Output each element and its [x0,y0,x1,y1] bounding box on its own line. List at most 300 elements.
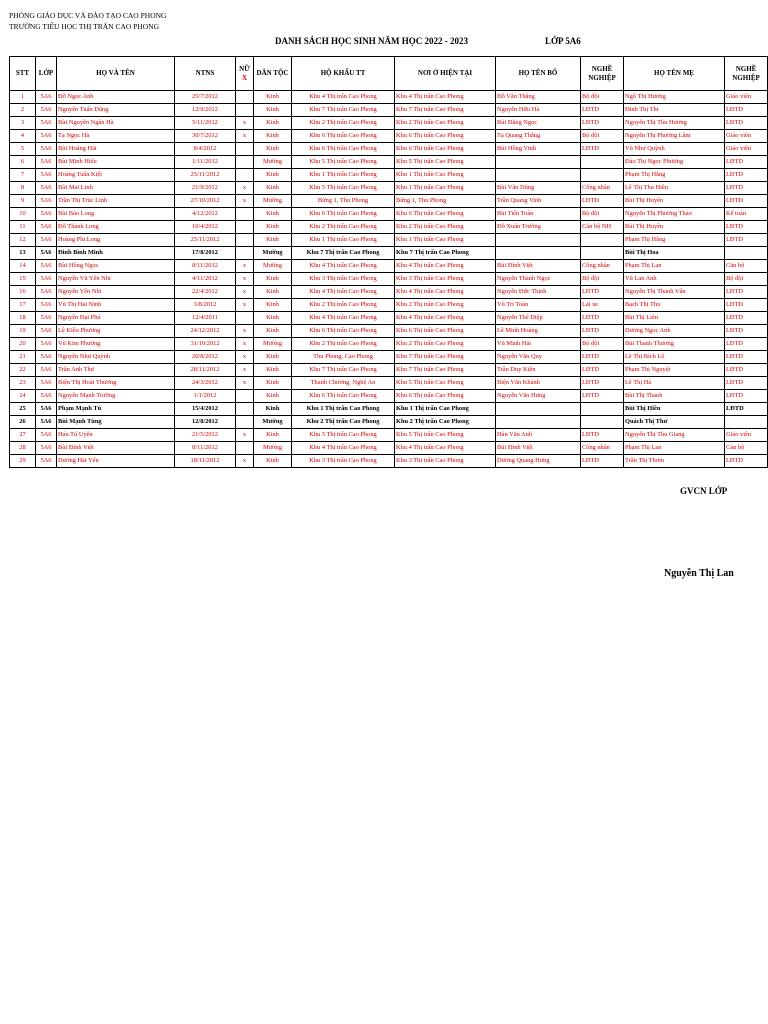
table-row [10,312,768,325]
cell-female [236,234,254,247]
cell-household: Khu 7 Thị trấn Cao Phong [292,364,395,377]
cell-female: x [236,130,254,143]
cell-mother-name: Bùi Thị Liên [624,312,725,325]
table-row [10,416,768,429]
cell-household: Khu 6 Thị trấn Cao Phong [292,130,395,143]
col-household: HỘ KHẨU TT [292,57,395,91]
cell-stt: 3 [10,117,36,130]
cell-female: x [236,455,254,468]
cell-mother-name: Phạm Thị Lan [624,260,725,273]
cell-fullname: Tạ Ngọc Hà [57,130,175,143]
col-residence: NƠI Ở HIỆN TẠI [395,57,496,91]
cell-mother-name: Đào Thị Ngọc Phượng [624,156,725,169]
cell-female [236,416,254,429]
col-mother-job: NGHỀ NGHIỆP [725,57,768,91]
table-row [10,195,768,208]
cell-stt: 29 [10,455,36,468]
school-name: TRƯỜNG TIỂU HỌC THỊ TRẤN CAO PHONG [9,22,159,31]
cell-class: 5A6 [36,429,57,442]
table-row [10,182,768,195]
cell-female [236,104,254,117]
cell-mother-job: LĐTD [725,286,768,299]
cell-household: Khu 6 Thị trấn Cao Phong [292,208,395,221]
cell-female: x [236,364,254,377]
cell-class: 5A6 [36,286,57,299]
table-row [10,247,768,260]
cell-mother-job: LĐTD [725,195,768,208]
cell-mother-name: Ngô Thị Hương [624,91,725,104]
cell-ethnicity: Kinh [254,169,292,182]
cell-female [236,91,254,104]
cell-fullname: Lê Kiều Phương [57,325,175,338]
cell-father-name [496,234,581,247]
cell-father-job: Bộ đội [581,130,624,143]
cell-fullname: Trần Thị Trúc Linh [57,195,175,208]
cell-fullname: Bùi Nguyễn Ngân Hà [57,117,175,130]
cell-dob: 25/7/2012 [175,91,236,104]
cell-ethnicity: Kinh [254,377,292,390]
cell-household: Khu 5 Thị trấn Cao Phong [292,156,395,169]
cell-female [236,208,254,221]
cell-female [236,312,254,325]
cell-female: x [236,338,254,351]
cell-class: 5A6 [36,273,57,286]
cell-ethnicity: Mường [254,247,292,260]
cell-stt: 10 [10,208,36,221]
cell-fullname: Bùi Mai Linh [57,182,175,195]
cell-ethnicity: Kinh [254,429,292,442]
cell-fullname: Đỗ Ngọc Anh [57,91,175,104]
cell-ethnicity: Kinh [254,455,292,468]
cell-household: Khu 1 Thị trấn Cao Phong [292,403,395,416]
table-row [10,221,768,234]
cell-mother-job: LĐTD [725,299,768,312]
cell-mother-name: Nguyễn Thị Thu Giang [624,429,725,442]
cell-residence: Khu 6 Thị trấn Cao Phong [395,208,496,221]
cell-mother-name: Bùi Thanh Thương [624,338,725,351]
cell-mother-name: Trần Thị Thơm [624,455,725,468]
cell-fullname: Bùi Minh Hiếu [57,156,175,169]
table-row [10,130,768,143]
cell-mother-job: Giáo viên [725,130,768,143]
cell-class: 5A6 [36,260,57,273]
cell-father-name: Nguyễn Thế Điệp [496,312,581,325]
cell-residence: Khu 3 Thị trấn Cao Phong [395,455,496,468]
cell-female [236,442,254,455]
cell-ethnicity: Mường [254,195,292,208]
cell-ethnicity: Kinh [254,364,292,377]
cell-household: Khu 2 Thị trấn Cao Phong [292,338,395,351]
cell-female [236,221,254,234]
cell-father-job: Công nhân [581,182,624,195]
cell-ethnicity: Kinh [254,351,292,364]
cell-father-job [581,156,624,169]
cell-residence: Khu 7 Thị trấn Cao Phong [395,364,496,377]
cell-residence: Khu 6 Thị trấn Cao Phong [395,143,496,156]
table-row [10,364,768,377]
cell-class: 5A6 [36,299,57,312]
cell-ethnicity: Kinh [254,325,292,338]
cell-residence: Khu 5 Thị trấn Cao Phong [395,429,496,442]
table-row [10,117,768,130]
cell-residence: Khu 4 Thị trấn Cao Phong [395,91,496,104]
cell-female: x [236,429,254,442]
cell-mother-name: Bùi Thị Hiền [624,403,725,416]
cell-ethnicity: Kinh [254,403,292,416]
cell-fullname: Trần Anh Thư [57,364,175,377]
cell-mother-name: Phạm Thị Hằng [624,169,725,182]
cell-mother-name: Bùi Thị Thanh [624,390,725,403]
table-row [10,325,768,338]
cell-fullname: Nguyễn Tuấn Dũng [57,104,175,117]
table-row [10,208,768,221]
cell-stt: 22 [10,364,36,377]
cell-mother-name: Bùi Thị Hoa [624,247,725,260]
cell-mother-name: Nguyễn Thị Thu Hương [624,117,725,130]
cell-residence: Khu 2 Thị trấn Cao Phong [395,117,496,130]
cell-stt: 13 [10,247,36,260]
cell-father-name: Bùi Hồng Vinh [496,143,581,156]
cell-household: Khu 4 Thị trấn Cao Phong [292,312,395,325]
cell-dob: 4/12/2012 [175,208,236,221]
cell-class: 5A6 [36,156,57,169]
cell-mother-job: Cán bộ [725,442,768,455]
cell-class: 5A6 [36,221,57,234]
cell-household: Khu 4 Thị trấn Cao Phong [292,260,395,273]
cell-fullname: Dương Hải Yến [57,455,175,468]
cell-father-job: LĐTD [581,286,624,299]
cell-father-job: LĐTD [581,364,624,377]
cell-class: 5A6 [36,104,57,117]
cell-female: x [236,273,254,286]
cell-father-job [581,416,624,429]
cell-ethnicity: Kinh [254,273,292,286]
cell-residence: Khu 1 Thị trấn Cao Phong [395,403,496,416]
cell-household: Khu 3 Thị trấn Cao Phong [292,273,395,286]
cell-father-name: Nguyễn Văn Hưng [496,390,581,403]
col-female: NỮ X [236,57,254,91]
cell-dob: 3/8/2012 [175,299,236,312]
cell-dob: 1/11/2012 [175,156,236,169]
cell-ethnicity: Mường [254,260,292,273]
cell-father-name: Vũ Trí Toàn [496,299,581,312]
cell-fullname: Bùi Mạnh Tùng [57,416,175,429]
table-row [10,390,768,403]
cell-mother-job: LĐTD [725,390,768,403]
cell-household: Khu 3 Thị trấn Cao Phong [292,455,395,468]
cell-father-job: Bộ đội [581,338,624,351]
cell-father-job: LĐTD [581,377,624,390]
col-class: LỚP [36,57,57,91]
cell-mother-job: LĐTD [725,117,768,130]
cell-fullname: Phạm Mạnh Tú [57,403,175,416]
table-row [10,286,768,299]
cell-household: Khu 4 Thị trấn Cao Phong [292,286,395,299]
cell-dob: 20/8/2012 [175,351,236,364]
cell-female [236,247,254,260]
cell-dob: 18/11/2012 [175,455,236,468]
cell-female [236,390,254,403]
cell-fullname: Bùi Hoàng Hải [57,143,175,156]
cell-mother-job: LĐTD [725,104,768,117]
table-row [10,156,768,169]
cell-father-name: Bùi Văn Dũng [496,182,581,195]
cell-ethnicity: Kinh [254,143,292,156]
cell-father-name: Nguyễn Đức Thịnh [496,286,581,299]
cell-father-job: Công nhân [581,260,624,273]
col-mother-name: HỌ TÊN MẸ [624,57,725,91]
cell-female [236,403,254,416]
cell-household: Khu 2 Thị trấn Cao Phong [292,221,395,234]
cell-female: x [236,117,254,130]
cell-class: 5A6 [36,117,57,130]
cell-female: x [236,195,254,208]
cell-dob: 1/1/2012 [175,390,236,403]
cell-household: Khu 4 Thị trấn Cao Phong [292,442,395,455]
cell-fullname: Vũ Thị Hải Ninh [57,299,175,312]
cell-mother-name: Đinh Thị Thi [624,104,725,117]
cell-mother-name: Phạm Thị Lan [624,442,725,455]
cell-class: 5A6 [36,234,57,247]
cell-class: 5A6 [36,442,57,455]
cell-ethnicity: Mường [254,338,292,351]
cell-female: x [236,182,254,195]
cell-mother-name: Bạch Thị Thu [624,299,725,312]
cell-stt: 6 [10,156,36,169]
cell-mother-job: Giáo viên [725,91,768,104]
table-row [10,403,768,416]
cell-mother-job: LĐTD [725,156,768,169]
cell-father-name: Biện Văn Khánh [496,377,581,390]
cell-father-name: Lê Minh Hoàng [496,325,581,338]
col-dob: NTNS [175,57,236,91]
cell-mother-name: Nguyễn Thị Phương Lâm [624,130,725,143]
cell-class: 5A6 [36,325,57,338]
cell-dob: 8/11/2012 [175,260,236,273]
cell-class: 5A6 [36,130,57,143]
student-table [9,56,768,468]
cell-fullname: Bùi Đình Việt [57,442,175,455]
cell-father-job [581,403,624,416]
cell-dob: 24/12/2012 [175,325,236,338]
cell-household: Khu 6 Thị trấn Cao Phong [292,143,395,156]
cell-household: Bừng 1, Thu Phong [292,195,395,208]
cell-residence: Bừng 1, Thu Phong [395,195,496,208]
cell-residence: Khu 1 Thị trấn Cao Phong [395,234,496,247]
cell-father-job [581,234,624,247]
cell-mother-name: Vũ Lan Anh [624,273,725,286]
cell-father-job: Công nhân [581,442,624,455]
cell-class: 5A6 [36,390,57,403]
table-row [10,442,768,455]
cell-mother-name: Phạm Thị Hằng [624,234,725,247]
cell-residence: Khu 2 Thị trấn Cao Phong [395,299,496,312]
cell-father-name: Nguyễn Văn Quy [496,351,581,364]
cell-residence: Khu 7 Thị trấn Cao Phong [395,104,496,117]
cell-household: Thanh Chương, Nghệ An [292,377,395,390]
cell-stt: 8 [10,182,36,195]
cell-residence: Khu 5 Thị trấn Cao Phong [395,377,496,390]
cell-fullname: Nguyễn Như Quỳnh [57,351,175,364]
cell-female: x [236,325,254,338]
cell-mother-name: Vũ Như Quỳnh [624,143,725,156]
cell-class: 5A6 [36,416,57,429]
cell-father-name: Dương Quang Hưng [496,455,581,468]
cell-mother-job: Giáo viên [725,143,768,156]
cell-stt: 2 [10,104,36,117]
cell-class: 5A6 [36,169,57,182]
cell-household: Khu 5 Thị trấn Cao Phong [292,182,395,195]
cell-stt: 14 [10,260,36,273]
cell-father-job: LĐTD [581,351,624,364]
cell-father-name [496,169,581,182]
table-row [10,234,768,247]
cell-fullname: Nguyễn Đại Phú [57,312,175,325]
cell-mother-name: Phạm Thị Nguyệt [624,364,725,377]
cell-mother-name: Dương Ngọc Anh [624,325,725,338]
cell-father-name [496,416,581,429]
cell-class: 5A6 [36,351,57,364]
cell-fullname: Hoàng Tuấn Kiệt [57,169,175,182]
table-header-row [10,57,768,91]
cell-ethnicity: Kinh [254,182,292,195]
cell-stt: 25 [10,403,36,416]
cell-mother-name: Nguyễn Thị Thanh Vân [624,286,725,299]
cell-dob: 28/11/2012 [175,364,236,377]
cell-stt: 9 [10,195,36,208]
table-row [10,104,768,117]
cell-dob: 25/11/2012 [175,234,236,247]
cell-father-job: Cán bộ NH [581,221,624,234]
cell-dob: 12/4/2011 [175,312,236,325]
cell-ethnicity: Kinh [254,104,292,117]
cell-stt: 4 [10,130,36,143]
cell-father-job: Bộ đội [581,208,624,221]
cell-residence: Khu 4 Thị trấn Cao Phong [395,286,496,299]
cell-dob: 10/4/2012 [175,221,236,234]
cell-dob: 21/5/2012 [175,429,236,442]
cell-residence: Khu 4 Thị trấn Cao Phong [395,312,496,325]
cell-fullname: Nguyễn Yến Nhi [57,286,175,299]
cell-dob: 5/11/2012 [175,117,236,130]
cell-female: x [236,377,254,390]
cell-residence: Khu 5 Thị trấn Cao Phong [395,156,496,169]
cell-dob: 31/10/2012 [175,338,236,351]
cell-mother-name: Bùi Thị Huyền [624,221,725,234]
cell-stt: 12 [10,234,36,247]
cell-class: 5A6 [36,403,57,416]
cell-class: 5A6 [36,143,57,156]
cell-father-name: Bùi Tiến Toàn [496,208,581,221]
cell-dob: 4/11/2012 [175,273,236,286]
cell-stt: 28 [10,442,36,455]
cell-fullname: Đinh Bình Minh [57,247,175,260]
cell-stt: 26 [10,416,36,429]
cell-father-name: Bùi Đăng Ngọc [496,117,581,130]
cell-female [236,169,254,182]
table-body [10,91,768,468]
cell-dob: 30/7/2012 [175,130,236,143]
cell-mother-job: LĐTD [725,364,768,377]
cell-mother-job: Cán bộ [725,260,768,273]
cell-dob: 8/11/2012 [175,442,236,455]
cell-father-name: Đỗ Văn Thắng [496,91,581,104]
cell-dob: 12/8/2012 [175,416,236,429]
cell-household: Khu 7 Thị trấn Cao Phong [292,104,395,117]
cell-stt: 23 [10,377,36,390]
cell-fullname: Bùi Bảo Long [57,208,175,221]
cell-stt: 20 [10,338,36,351]
cell-dob: 15/4/2012 [175,403,236,416]
cell-ethnicity: Kinh [254,117,292,130]
cell-ethnicity: Kinh [254,234,292,247]
cell-father-name [496,403,581,416]
cell-stt: 5 [10,143,36,156]
cell-dob: 17/8/2012 [175,247,236,260]
homeroom-teacher-label: GVCN LỚP [680,486,728,496]
cell-household: Khu 6 Thị trấn Cao Phong [292,390,395,403]
cell-female: x [236,299,254,312]
cell-ethnicity: Mường [254,416,292,429]
cell-fullname: Hán Tú Uyên [57,429,175,442]
cell-stt: 18 [10,312,36,325]
cell-dob: 12/9/2012 [175,104,236,117]
cell-father-job: Lái xe [581,299,624,312]
cell-father-job: LĐTD [581,143,624,156]
table-row [10,455,768,468]
cell-stt: 24 [10,390,36,403]
cell-residence: Khu 2 Thị trấn Cao Phong [395,338,496,351]
cell-residence: Khu 6 Thị trấn Cao Phong [395,325,496,338]
cell-household: Thu Phong, Cao Phong [292,351,395,364]
cell-father-job: LĐTD [581,104,624,117]
cell-fullname: Biện Thị Hoài Thương [57,377,175,390]
cell-ethnicity: Kinh [254,130,292,143]
table-row [10,338,768,351]
cell-household: Khu 2 Thị trấn Cao Phong [292,299,395,312]
cell-household: Khu 2 Thị trấn Cao Phong [292,416,395,429]
cell-father-job: LĐTD [581,390,624,403]
cell-residence: Khu 1 Thị trấn Cao Phong [395,182,496,195]
cell-stt: 15 [10,273,36,286]
cell-class: 5A6 [36,182,57,195]
cell-mother-name: Nguyễn Thị Phương Thảo [624,208,725,221]
cell-household: Khu 1 Thị trấn Cao Phong [292,234,395,247]
cell-class: 5A6 [36,91,57,104]
table-row [10,377,768,390]
cell-residence: Khu 6 Thị trấn Cao Phong [395,390,496,403]
cell-father-job: LĐTD [581,429,624,442]
table-row [10,351,768,364]
col-ethnicity: DÂN TỘC [254,57,292,91]
cell-fullname: Đỗ Thành Long [57,221,175,234]
cell-dob: 21/9/2012 [175,182,236,195]
table-row [10,91,768,104]
cell-father-job: Bộ đội [581,273,624,286]
cell-class: 5A6 [36,338,57,351]
cell-residence: Khu 1 Thị trấn Cao Phong [395,169,496,182]
cell-father-name: Tạ Quang Thắng [496,130,581,143]
cell-class: 5A6 [36,312,57,325]
cell-father-name: Đỗ Xuân Trường [496,221,581,234]
table-row [10,260,768,273]
col-father-name: HỌ TÊN BỐ [496,57,581,91]
cell-ethnicity: Mường [254,156,292,169]
cell-stt: 27 [10,429,36,442]
cell-stt: 11 [10,221,36,234]
cell-stt: 17 [10,299,36,312]
cell-dob: 8/4/2012 [175,143,236,156]
